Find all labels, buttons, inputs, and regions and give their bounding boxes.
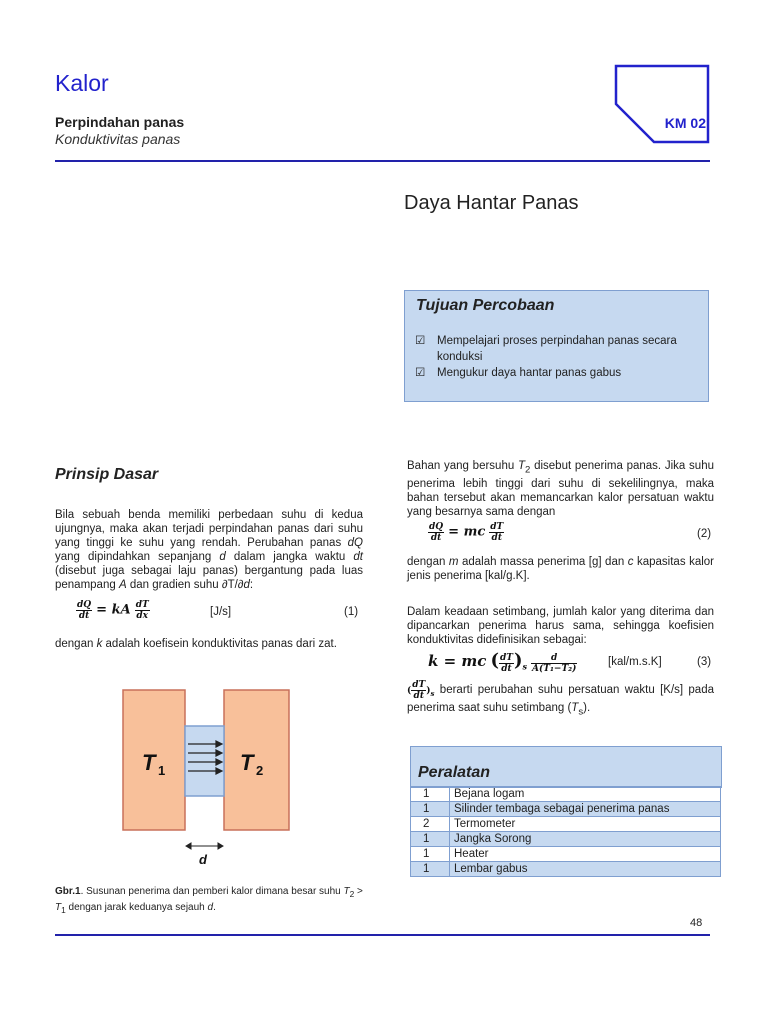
page-title: Kalor [55, 70, 109, 96]
eq-num: dT [490, 522, 504, 532]
text: Bahan yang bersuhu [407, 460, 518, 472]
text: Bila sebuah benda memiliki perbedaan suhu di kedua ujungnya, maka akan terjadi perpindahan panas dari suhu yang tinggi ke suhu yang rendah. Perubahan panas [55, 509, 363, 549]
sub: 2 [349, 889, 355, 899]
var: m [448, 556, 459, 568]
qty-cell: 1 [411, 787, 450, 802]
subtitle-italic: Konduktivitas panas [55, 131, 181, 147]
item-cell: Jangka Sorong [450, 832, 721, 847]
label-t2: T [240, 750, 254, 775]
eq-num: dT [135, 600, 149, 610]
list-item [415, 365, 703, 381]
after-eq2 [407, 555, 714, 583]
qty-cell: 1 [411, 862, 450, 877]
var: d [219, 551, 226, 563]
qty-cell: 2 [411, 817, 450, 832]
eq-num: dT [412, 680, 426, 690]
tujuan-item-text: Mengukur daya hantar panas gabus [437, 367, 622, 379]
eq2-formula [428, 522, 504, 543]
prinsip-heading: Prinsip Dasar [55, 466, 159, 483]
var: T [343, 886, 350, 897]
text: berarti perubahan suhu persatuan waktu [K/s] pada penerima saat suhu setimbang ( [407, 684, 714, 714]
eq1-number: (1) [344, 606, 359, 618]
eq-den: dt [491, 533, 502, 543]
equilibrium-paragraph: Dalam keadaan setimbang, jumlah kalor yang diterima dan dipancarkan penerima harus sama, sehingga koefisien konduktivitas didefinisikan sebagai: [407, 606, 714, 646]
equation-1 [76, 600, 364, 626]
table-row [411, 817, 721, 832]
eq-sub: s [522, 661, 528, 672]
after-eq3: ( $\frac{dT}{dt}$ )$_s$ berarti perubahan suhu persatuan waktu [K/s] pada penerima saat suhu setimbang $(T_s)$. [407, 680, 714, 718]
text: yang dipindahkan sepanjang [55, 551, 220, 563]
label-t1: T [142, 750, 156, 775]
prinsip-paragraph [55, 508, 363, 592]
peralatan-table [410, 786, 721, 877]
section-title: Daya Hantar Panas [404, 192, 579, 214]
eq-mid: = mc [448, 524, 486, 540]
text: dalam jangka waktu [225, 551, 354, 563]
eq3-formula: k = mc ( $\frac{dT}{dt}$ )$_s$ $\frac{d}{\text{A(T₁−T₂)}}$ [428, 650, 577, 674]
text: disebut penerima panas. Jika suhu penerima lebih tinggi dari suhu di sekelilingnya, maka bahan tersebut akan memancarkan kalor persatuan waktu yang besarnya sama dengan [407, 460, 714, 519]
var: T [571, 702, 579, 714]
var: T [517, 460, 526, 472]
check-box-icon: ☑ [415, 367, 426, 379]
peralatan-heading: Peralatan [418, 764, 491, 781]
eq-sub: s [430, 688, 435, 698]
eq3-unit: [kal/m.s.K] [608, 656, 662, 668]
eq1-formula [76, 600, 150, 621]
text: dengan [55, 638, 97, 650]
page-number: 48 [690, 917, 703, 929]
check-box-icon: ☑ [415, 335, 426, 347]
eq-den: A(T₁−T₂) [532, 663, 577, 674]
tujuan-heading: Tujuan Percobaan [416, 297, 555, 314]
eq-num: dQ [77, 600, 92, 610]
item-cell: Heater [450, 847, 721, 862]
var: dQ [347, 537, 363, 549]
header-divider [55, 160, 710, 162]
text: adalah massa penerima [g] dan [458, 556, 628, 568]
table-row [411, 832, 721, 847]
tujuan-item-text: Mempelajari proses perpindahan panas secara konduksi [437, 335, 677, 363]
tujuan-list [415, 333, 703, 381]
text: dan gradien suhu ∂T/∂ [126, 579, 244, 591]
eq1-unit: [J/s] [210, 606, 232, 618]
sub: 1 [61, 905, 66, 915]
eq-den: dt [501, 663, 512, 674]
var: d [243, 579, 250, 591]
equation-3 [428, 650, 716, 680]
eq-mid: = kA [96, 602, 131, 618]
var: k [96, 638, 103, 650]
after-eq1 [55, 637, 365, 651]
eq-den: dt [413, 691, 424, 701]
item-cell: Lembar gabus [450, 862, 721, 877]
item-cell: Termometer [450, 817, 721, 832]
var: c [627, 556, 634, 568]
text: : [249, 579, 254, 591]
receiver-paragraph [407, 459, 714, 519]
item-cell: Silinder tembaga sebagai penerima panas [450, 802, 721, 817]
label-t2-sub: 2 [256, 763, 264, 778]
distance-arrow [186, 843, 223, 849]
text: ). [583, 702, 591, 714]
eq2-number: (2) [697, 528, 712, 540]
var: A [118, 579, 127, 591]
eq-den: dt [78, 611, 90, 621]
eq-num: dQ [429, 522, 444, 532]
text: kapasitas kalor jenis penerima [kal/g.K]. [407, 556, 714, 582]
eq3-number: (3) [697, 656, 712, 668]
peralatan-header [410, 746, 722, 788]
qty-cell: 1 [411, 847, 450, 862]
module-badge-frame [614, 64, 710, 144]
caption-label: Gbr.1 [55, 886, 81, 897]
var: dt [353, 551, 363, 563]
text: dengan [407, 556, 449, 568]
table-row [411, 787, 721, 802]
text: (disebut juga sebagai laju panas) bergantung pada luas penampang [55, 565, 363, 591]
var: d [207, 902, 214, 913]
eq-den: dt [430, 533, 442, 543]
var: T [55, 902, 62, 913]
label-t1-sub: 1 [158, 763, 166, 778]
label-d: d [199, 852, 207, 867]
tujuan-box [404, 290, 709, 402]
sub: s [578, 706, 584, 718]
table-row [411, 847, 721, 862]
eq-lhs: k = mc [428, 652, 487, 670]
footer-divider [55, 934, 710, 936]
item-cell: Bejana logam [450, 787, 721, 802]
table-row [411, 802, 721, 817]
block-t2 [224, 690, 289, 830]
sub: 2 [525, 464, 531, 476]
module-code: KM 02 [664, 115, 706, 131]
table-row [411, 862, 721, 877]
text: > [354, 886, 363, 897]
text: dengan jarak keduanya sejauh [65, 902, 208, 913]
eq-num: d [531, 653, 577, 664]
qty-cell: 1 [411, 802, 450, 817]
eq-num: dT [499, 652, 513, 663]
conduction-figure [120, 688, 292, 873]
text: . Susunan penerima dan pemberi kalor dimana besar suhu [80, 886, 344, 897]
equation-2 [428, 522, 716, 548]
text: . [213, 902, 216, 913]
subtitle: Perpindahan panas [55, 114, 185, 130]
eq-den: dx [136, 611, 149, 621]
figure-caption [55, 885, 365, 917]
text: adalah koefisein konduktivitas panas dari zat. [102, 638, 337, 650]
list-item [415, 333, 703, 365]
qty-cell: 1 [411, 832, 450, 847]
